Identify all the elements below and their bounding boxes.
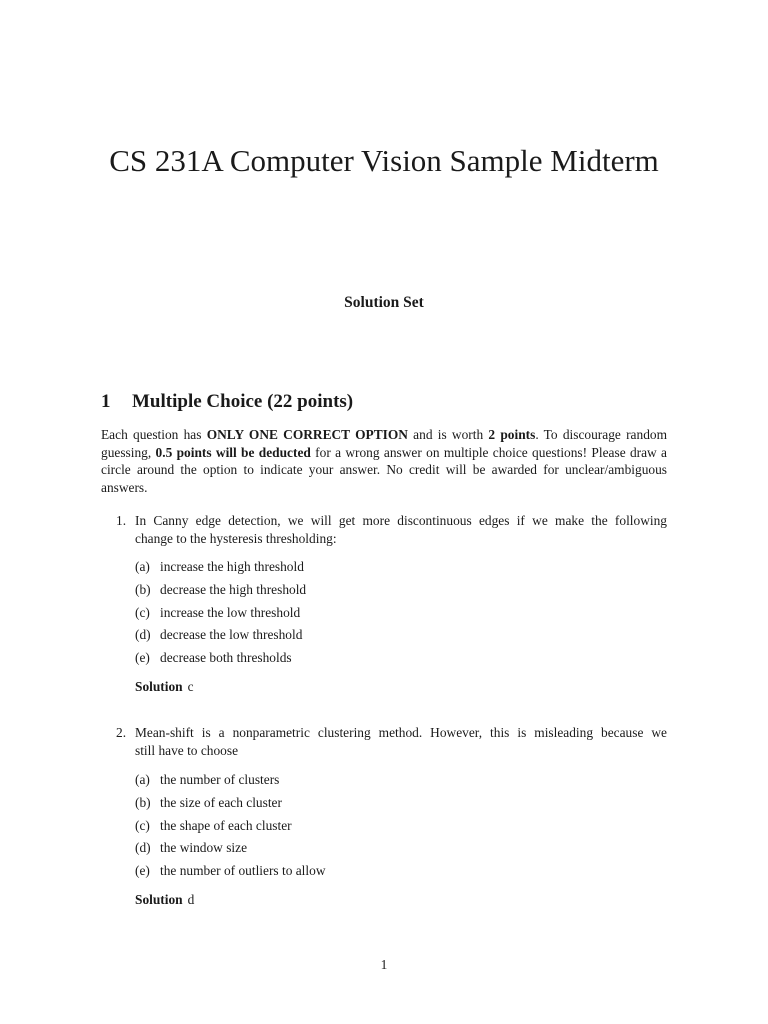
option-label: (a) [135, 772, 150, 787]
solution-value: d [187, 892, 195, 907]
option-text: the window size [160, 840, 248, 855]
option-text: the number of clusters [160, 772, 280, 787]
instructions-text: . To discourage random guessing, [101, 427, 667, 460]
option-label: (c) [135, 818, 150, 833]
instructions-emphasis: 0.5 points will be deducted [155, 444, 311, 460]
option-item[interactable] [135, 626, 302, 644]
option-text: the shape of each cluster [160, 818, 292, 833]
option-text: increase the high threshold [160, 559, 304, 574]
option-item[interactable] [135, 817, 292, 835]
instructions-emphasis: 2 points [488, 427, 536, 442]
instructions-text: Each question has [101, 427, 207, 442]
option-label: (e) [135, 863, 150, 878]
option-label: (b) [135, 795, 151, 810]
section-title: Multiple Choice (22 points) [132, 391, 354, 412]
option-text: decrease the low threshold [160, 627, 303, 642]
option-text: the number of outliers to allow [160, 863, 326, 878]
option-text: decrease the high threshold [160, 582, 307, 597]
solution-line [135, 891, 194, 909]
document-subtitle: Solution Set [344, 294, 424, 311]
solution-value: c [187, 679, 194, 694]
option-item[interactable] [135, 604, 300, 622]
option-label: (d) [135, 840, 151, 855]
section-heading [101, 391, 353, 413]
option-item[interactable] [135, 794, 282, 812]
solution-label: Solution [135, 892, 183, 907]
question-text-line: In Canny edge detection, we will get more discontinuous edges if we make the following [135, 513, 667, 528]
option-label: (e) [135, 650, 150, 665]
option-label: (b) [135, 582, 151, 597]
option-label: (c) [135, 605, 150, 620]
instructions-emphasis: ONLY ONE CORRECT OPTION [206, 427, 408, 442]
option-text: the size of each cluster [160, 795, 282, 810]
option-text: decrease both thresholds [160, 650, 292, 665]
option-item[interactable] [135, 649, 292, 667]
option-item[interactable] [135, 771, 279, 789]
option-item[interactable] [135, 839, 247, 857]
solution-label: Solution [135, 679, 183, 694]
question-number: 2. [116, 725, 127, 740]
question-text-line: change to the hysteresis thresholding: [135, 531, 337, 546]
document-title: CS 231A Computer Vision Sample Midterm [109, 143, 659, 178]
solution-line [135, 678, 194, 696]
option-item[interactable] [135, 558, 304, 576]
option-item[interactable] [135, 862, 326, 880]
question-number: 1. [116, 513, 127, 528]
instructions-text: for a wrong answer on multiple choice questions! Please draw a circle around the option to indicate your answer. No credit will be awarded for unclear/ambiguous answers. [101, 444, 667, 495]
option-label: (a) [135, 559, 150, 574]
option-item[interactable] [135, 581, 306, 599]
section-number: 1 [101, 391, 111, 412]
option-label: (d) [135, 627, 151, 642]
instructions-text: and is worth [407, 427, 489, 442]
option-text: increase the low threshold [160, 605, 301, 620]
page-number: 1 [380, 957, 388, 972]
question-text-line: still have to choose [135, 743, 239, 758]
question-text-line: Mean-shift is a nonparametric clustering method. However, this is misleading because we [135, 725, 667, 740]
instructions-paragraph [101, 426, 667, 496]
